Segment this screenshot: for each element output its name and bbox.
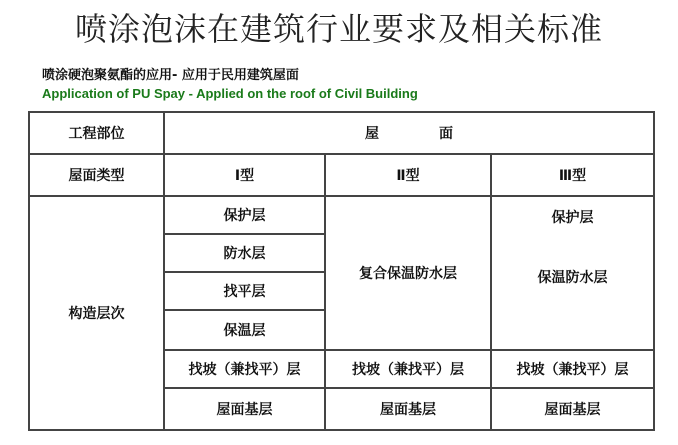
type2-header: Ⅱ型 — [325, 154, 491, 196]
type1-header: Ⅰ型 — [164, 154, 325, 196]
table-row-project — [29, 112, 654, 154]
roof-char-1: 屋 — [365, 126, 379, 142]
type1-layer-waterproof: 防水层 — [164, 234, 325, 272]
roof-char-2: 面 — [439, 126, 453, 142]
type3-layer-insulation-waterproof: 保温防水层 — [537, 270, 608, 286]
type-label-cell: 屋面类型 — [29, 154, 164, 196]
type3-layers-cell — [491, 196, 654, 350]
slope-layer-type2: 找坡（兼找平）层 — [325, 350, 491, 388]
base-layer-type3: 屋面基层 — [491, 388, 654, 430]
type1-layer-protection: 保护层 — [164, 196, 325, 234]
subtitle-chinese: 喷涂硬泡聚氨酯的应用- 应用于民用建筑屋面 — [42, 68, 299, 83]
subtitle-english: Application of PU Spay - Applied on the roof of Civil Building — [42, 86, 418, 101]
table-row-type — [29, 154, 654, 196]
slope-layer-type1: 找坡（兼找平）层 — [164, 350, 325, 388]
table-row — [29, 196, 654, 234]
project-label-cell: 工程部位 — [29, 112, 164, 154]
type3-header: Ⅲ型 — [491, 154, 654, 196]
type2-composite-layer: 复合保温防水层 — [325, 196, 491, 350]
type1-layer-leveling: 找平层 — [164, 272, 325, 310]
type3-layer-protection: 保护层 — [551, 210, 594, 226]
slope-layer-type3: 找坡（兼找平）层 — [491, 350, 654, 388]
type1-layer-insulation: 保温层 — [164, 310, 325, 350]
structure-label-cell: 构造层次 — [29, 196, 164, 430]
page-title: 喷涂泡沫在建筑行业要求及相关标准 — [74, 10, 603, 48]
roof-structure-table — [28, 111, 655, 431]
base-layer-type2: 屋面基层 — [325, 388, 491, 430]
base-layer-type1: 屋面基层 — [164, 388, 325, 430]
roof-header-cell — [164, 112, 654, 154]
